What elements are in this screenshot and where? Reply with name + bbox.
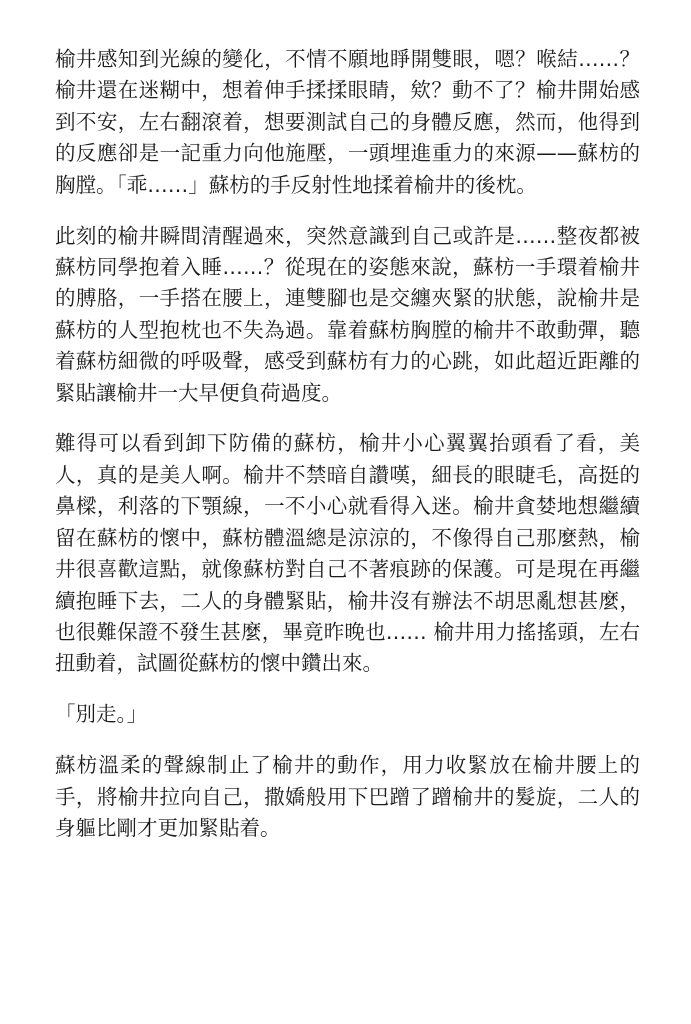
paragraph-3: 難得可以看到卸下防備的蘇枋，榆井小心翼翼抬頭看了看，美人，真的是美人啊。榆井不禁暗自讚嘆，細長的眼睫毛，高挺的鼻樑，利落的下顎線，一不小心就看得入迷。榆井貪婪地想繼續留在蘇枋的懷中，蘇枋體溫總是涼涼的，不像得自己那麼熱，榆井很喜歡這點，就像蘇枋對自己不著痕跡的保護。可是現在再繼續抱睡下去，二人的身體緊貼，榆井沒有辦法不胡思亂想甚麼，也很難保證不發生甚麼，畢竟昨晚也…… 榆井用力搖搖頭，左右扭動着，試圖從蘇枋的懷中鑽出來。	[55, 431, 640, 676]
paragraph-2: 此刻的榆井瞬間清醒過來，突然意識到自己或許是……整夜都被蘇枋同學抱着入睡……？從現在的姿態來說，蘇枋一手環着榆井的膊胳，一手搭在腰上，連雙腳也是交纏夾緊的狀態，說榆井是蘇枋的人型抱枕也不失為過。靠着蘇枋胸膛的榆井不敢動彈，聽着蘇枋細微的呼吸聲，感受到蘇枋有力的心跳，如此超近距離的緊貼讓榆井一大早便負荷過度。	[55, 223, 640, 405]
paragraph-5: 蘇枋溫柔的聲線制止了榆井的動作，用力收緊放在榆井腰上的手，將榆井拉向自己，撒嬌般用下巴蹭了蹭榆井的髮旋，二人的身軀比剛才更加緊貼着。	[55, 753, 640, 840]
story-text	[55, 44, 640, 864]
paragraph-1: 榆井感知到光線的變化，不情不願地睜開雙眼，嗯？喉結……？榆井還在迷糊中，想着伸手揉揉眼睛，欸？動不了？榆井開始感到不安，左右翻滾着，想要測試自己的身體反應，然而，他得到的反應卻是一記重力向他施壓，一頭埋進重力的來源——蘇枋的胸膛。「乖……」蘇枋的手反射性地揉着榆井的後枕。	[55, 47, 640, 197]
paragraph-4-dialogue: 「別走。」	[55, 702, 148, 727]
